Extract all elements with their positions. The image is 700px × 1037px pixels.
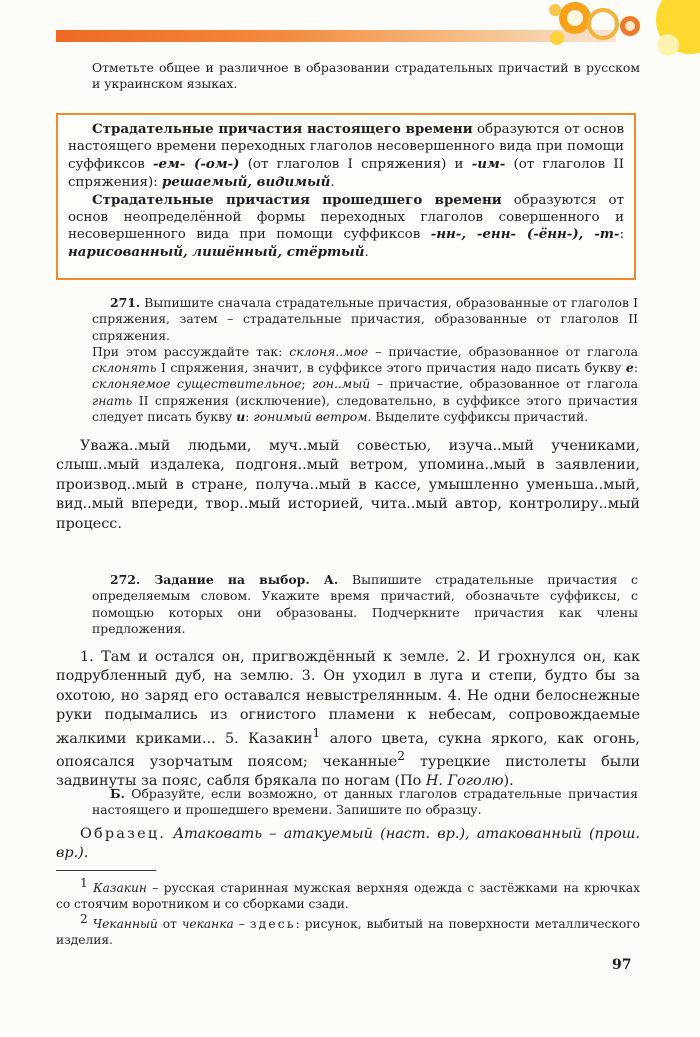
rule-past: Страдательные причастия прошедшего времени образуются от основ неопределённой формы переходных глаголов совершенного и несовершенного вида при помощи суффиксов -нн-, -енн- (-ённ-), -т-: нарисованный, лишённый, стёртый. bbox=[68, 191, 625, 261]
exercise-272-b-task: Б. Образуйте, если возможно, от данных глаголов страдательные причастия настоящего и прошедшего времени. Запишите по образцу. bbox=[92, 786, 638, 818]
footnotes bbox=[56, 876, 640, 948]
exercise-272-text: 1. Там и остался он, пригвождённый к земле. 2. И грохнулся он, как подрубленный дуб, на землю. 3. Он уходил в луга и степи, будто бы за охотою, но заряд его оставался невыстрелянным. 4. Не одни белоснежные руки подымались из огнистого пламени к небесам, сопровождаемые жалкими криками... 5. Казакин$^1$ алого цвета, сукна яркого, как огонь, опоясался узорчатым поясом; чеканные$^2$ турецкие пистолеты были задвинуты за пояс, сабля брякала по ногам (По Н. Гоголю). bbox=[56, 649, 640, 790]
exercise-272-task: 272. Задание на выбор. А. Выпишите страдательные причастия с определяемым словом. Укажите время причастий, обозначьте суффиксы, с помощью которых они образованы. Подчеркните причастия как члены предложения. bbox=[92, 572, 638, 636]
exercise-271-task: 271. Выпишите сначала страдательные причастия, образованные от глаголов I спряжения, затем – страдательные причастия, образованные от глаголов II спряжения. При этом рассуждайте так: склоня..мое – причастие, образованное от глагола склонять I спряжения, значит, в суффиксе этого причастия надо писать букву е: склоняемое существительное; гон..мый – причастие, образованное от глагола гнать II спряжения (исключение), следовательно, в суффиксе этого причастия следует писать букву и: гонимый ветром. Выделите суффиксы причастий. bbox=[92, 295, 638, 425]
sample-line: Образец. Атаковать – атакуемый (наст. вр.), атакованный (прош. вр.). bbox=[56, 826, 640, 862]
footnote-2: $^2$ Чеканный от чеканка – здесь: рисунок, выбитый на поверхности металлического изделия. bbox=[56, 912, 640, 948]
footnote-divider bbox=[56, 870, 156, 871]
page-number: 97 bbox=[612, 957, 632, 973]
rule-present: Страдательные причастия настоящего времени образуются от основ настоящего времени переходных глаголов несовершенного вида при помощи суффиксов -ем- (-ом-) (от глаголов I спряжения) и -им- (от глаголов II спряжения): решаемый, видимый. bbox=[68, 121, 624, 190]
intro-task: Отметьте общее и различное в образовании страдательных причастий в русском и украинском языках. bbox=[92, 60, 640, 92]
rule-box bbox=[56, 113, 636, 280]
footnote-1: $^1$ Казакин – русская старинная мужская верхняя одежда с застёжками на крючках со стоячим воротником и со сборками сзади. bbox=[56, 876, 640, 912]
decorative-circles-icon bbox=[0, 0, 700, 60]
exercise-271-text: Уважа..мый людьми, муч..мый совестью, изуча..мый учениками, слыш..мый издалека, подгоня..мый ветром, упомина..мый в заявлении, производ..мый в стране, получа..мый в кассе, умышленно уменьша..мый, вид..мый впереди, твор..мый историей, чита..мый автор, контролиру..мый процесс. bbox=[56, 438, 640, 532]
